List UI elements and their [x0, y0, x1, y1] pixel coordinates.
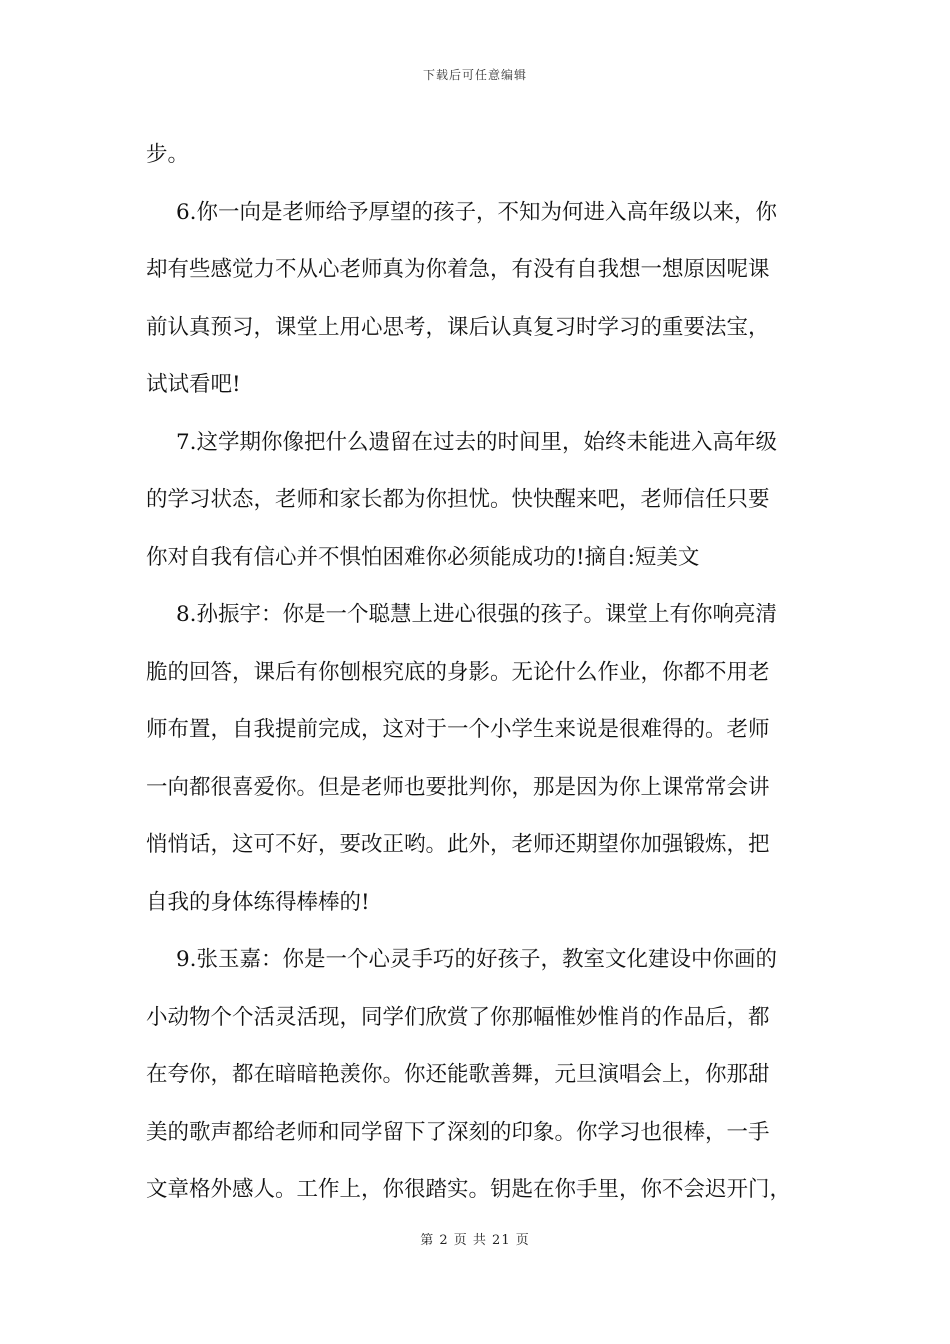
document-body	[146, 126, 808, 1219]
text-line: 的学习状态，老师和家长都为你担忧。快快醒来吧，老师信任只要	[146, 487, 770, 512]
text-line: 脆的回答，课后有你刨根究底的身影。无论什么作业，你都不用老	[146, 659, 770, 685]
text-line: 前认真预习，课堂上用心思考，课后认真复习时学习的重要法宝，	[146, 314, 770, 340]
text-line: 美的歌声都给老师和同学留下了深刻的印象。你学习也很棒，一手	[146, 1119, 770, 1145]
page-footer: 第 2 页 共 21 页	[420, 1233, 530, 1248]
text-line: 7.这学期你像把什么遗留在过去的时间里，始终未能进入高年级	[176, 429, 778, 455]
text-line: 步。	[146, 142, 190, 167]
text-line: 悄悄话，这可不好，要改正哟。此外，老师还期望你加强锻炼，把	[146, 832, 770, 857]
text-line: 6.你一向是老师给予厚望的孩子，不知为何进入高年级以来，你	[176, 199, 778, 225]
text-line: 却有些感觉力不从心老师真为你着急，有没有自我想一想原因呢课	[146, 257, 770, 282]
text-line: 试试看吧!	[146, 372, 241, 397]
text-line: 一向都很喜爱你。但是老师也要批判你，那是因为你上课常常会讲	[146, 774, 770, 800]
text-line: 你对自我有信心并不惧怕困难你必须能成功的!摘自:短美文	[146, 544, 700, 570]
page-header: 下载后可任意编辑	[422, 68, 527, 82]
text-line: 小动物个个活灵活现，同学们欣赏了你那幅惟妙惟肖的作品后，都	[146, 1004, 770, 1030]
text-line: 自我的身体练得棒棒的!	[146, 889, 370, 915]
text-line: 9.张玉嘉：你是一个心灵手巧的好孩子，教室文化建设中你画的	[176, 947, 778, 972]
text-line: 在夸你，都在暗暗艳羡你。你还能歌善舞，元旦演唱会上，你那甜	[146, 1062, 770, 1087]
text-line: 师布置，自我提前完成，这对于一个小学生来说是很难得的。老师	[146, 717, 770, 742]
text-line: 文章格外感人。工作上，你很踏实。钥匙在你手里，你不会迟开门，	[146, 1177, 792, 1202]
text-line: 8.孙振宇：你是一个聪慧上进心很强的孩子。课堂上有你响亮清	[176, 602, 778, 627]
